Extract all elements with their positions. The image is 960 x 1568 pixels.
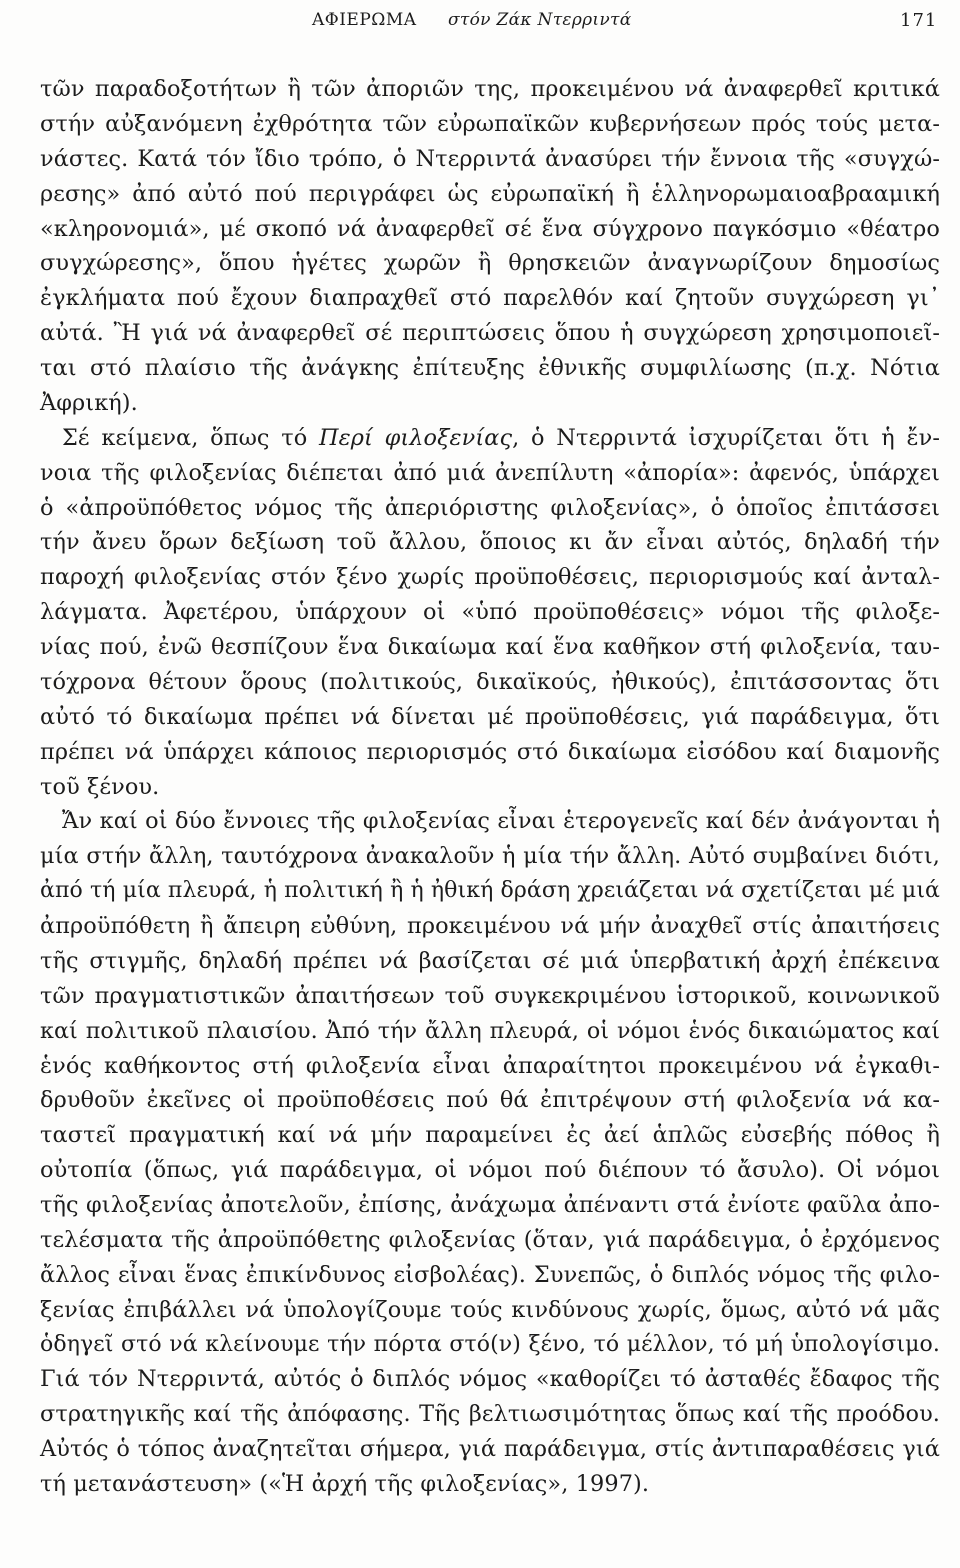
text-line: λάγματα. Ἀφετέρου, ὑπάρχουν οἱ «ὑπό προϋποθέσεις» νόμοι τῆς φιλοξε- <box>40 599 940 626</box>
text-line: ἀπροϋπόθετη ἢ ἄπειρη εὐθύνη, προκειμένου νά μήν ἀναχθεῖ στίς ἀπαιτήσεις <box>40 913 940 939</box>
text-line: νίας πού, ἐνῶ θεσπίζουν ἕνα δικαίωμα καί ἕνα καθῆκον στή φιλοξενία, ταυ- <box>40 634 940 660</box>
text-line: τήν ἄνευ ὅρων δεξίωση τοῦ ἄλλου, ὅποιος κι ἄν εἶναι αὐτός, δηλαδή τήν <box>40 529 940 556</box>
text-line: τῶν παραδοξοτήτων ἢ τῶν ἀποριῶν της, προκειμένου νά ἀναφερθεῖ κριτικά <box>40 76 940 102</box>
text-line: δρυθοῦν ἐκεῖνες οἱ προϋποθέσεις πού θά ἐπιτρέψουν στή φιλοξενία νά κα- <box>40 1087 940 1114</box>
text-line: αὐτά. Ἢ γιά νά ἀναφερθεῖ σέ περιπτώσεις ὅπου ἡ συγχώρεση χρησιμοποιεῖ- <box>40 320 940 347</box>
paragraph-start-line: Ἄν καί οἱ δύο ἔννοιες τῆς φιλοξενίας εἶναι ἑτερογενεῖς καί δέν ἀνάγονται ἡ <box>62 808 940 835</box>
text-line: ται στό πλαίσιο τῆς ἀνάγκης ἐπίτευξης ἐθνικῆς συμφιλίωσης (π.χ. Νότια <box>40 355 940 381</box>
text-line: αὐτό τό δικαίωμα πρέπει νά δίνεται μέ προϋποθέσεις, γιά παράδειγμα, ὅτι <box>40 703 940 730</box>
running-head <box>0 6 960 34</box>
text-line: ὁδηγεῖ στό νά κλείνουμε τήν πόρτα στό(ν) ξένο, τό μέλλον, τό μή ὑπολογίσιμο. <box>40 1331 940 1357</box>
paragraph-end-line: τή μετανάστευση» («Ἡ ἀρχή τῆς φιλοξενίας», 1997). <box>40 1471 650 1497</box>
text-line: οὐτοπία (ὅπως, γιά παράδειγμα, οἱ νόμοι πού διέπουν τό ἄσυλο). Οἱ νόμοι <box>40 1157 940 1184</box>
text-line: ἐγκλήματα πού ἔχουν διαπραχθεῖ στό παρελθόν καί ζητοῦν συγχώρεση γι᾽ <box>40 285 940 312</box>
text-line: συγχώρεσης», ὅπου ἡγέτες χωρῶν ἢ θρησκειῶν ἀναγνωρίζουν δημοσίως <box>40 250 940 277</box>
page-number: 171 <box>900 10 938 31</box>
text-line: Γιά τόν Ντερριντά, αὐτός ὁ διπλός νόμος «καθορίζει τό ἀσταθές ἔδαφος τῆς <box>40 1366 940 1393</box>
book-title: Περί φιλοξενίας <box>319 424 513 451</box>
paragraph-end-line: Ἀφρική). <box>40 389 138 416</box>
text-line: τῆς φιλοξενίας ἀποτελοῦν, ἐπίσης, ἀνάχωμα ἀπέναντι στά ἐνίοτε φαῦλα ἀπο- <box>40 1192 940 1218</box>
text-line: τῆς στιγμῆς, δηλαδή πρέπει νά βασίζεται σέ μιά ὑπερβατική ἀρχή ἐπέκεινα <box>40 947 940 974</box>
text-line: καί πολιτικοῦ πλαισίου. Ἀπό τήν ἄλλη πλευρά, οἱ νόμοι ἑνός δικαιώματος καί <box>40 1017 940 1044</box>
section-title: ΑΦΙΕΡΩΜΑ <box>312 10 417 30</box>
text-line: τόχρονα θέτουν ὅρους (πολιτικούς, δικαϊκούς, ἠθικούς), ἐπιτάσσοντας ὅτι <box>40 668 940 695</box>
text-line: παροχή φιλοξενίας στόν ξένο χωρίς προϋποθέσεις, περιορισμούς καί ἀνταλ- <box>40 564 940 591</box>
paragraph-end-line: τοῦ ξένου. <box>40 773 160 800</box>
text-line: στήν αὐξανόμενη ἐχθρότητα τῶν εὐρωπαϊκῶν κυβερνήσεων πρός τούς μετα- <box>40 110 940 137</box>
text-line: ἑνός καθήκοντος στή φιλοξενία εἶναι ἀπαραίτητοι προκειμένου νά ἐγκαθι- <box>40 1052 940 1079</box>
text-line: πρέπει νά ὑπάρχει κάποιος περιορισμός στό δικαίωμα εἰσόδου καί διαμονῆς <box>40 738 940 765</box>
body-text <box>40 72 940 1502</box>
text-line: νάστες. Κατά τόν ἴδιο τρόπο, ὁ Ντερριντά ἀνασύρει τήν ἔννοια τῆς «συγχώ- <box>40 145 940 172</box>
text-line: τῶν πραγματιστικῶν ἀπαιτήσεων τοῦ συγκεκριμένου ἱστορικοῦ, κοινωνικοῦ <box>40 982 940 1009</box>
text-line: ἀπό τή μία πλευρά, ἡ πολιτική ἢ ἡ ἠθική δράση χρειάζεται νά σχετίζεται μέ μιά <box>40 878 940 904</box>
text-line: μία στήν ἄλλη, ταυτόχρονα ἀνακαλοῦν ἡ μία τήν ἄλλη. Αὐτό συμβαίνει διότι, <box>40 843 940 870</box>
text-line: στρατηγικῆς καί τῆς ἀπόφασης. Τῆς βελτιωσιμότητας ὅπως καί τῆς προόδου. <box>40 1401 940 1428</box>
text-line: νοια τῆς φιλοξενίας διέπεται ἀπό μιά ἀνεπίλυτη «ἀπορία»: ἀφενός, ὑπάρχει <box>40 459 940 486</box>
text-line: ὁ «ἀπροϋπόθετος νόμος τῆς ἀπεριόριστης φιλοξενίας», ὁ ὁποῖος ἐπιτάσσει <box>40 494 940 521</box>
text-line: Αὐτός ὁ τόπος ἀναζητεῖται σήμερα, γιά παράδειγμα, στίς ἀντιπαραθέσεις γιά <box>40 1436 940 1463</box>
paragraph-start-line: Σέ κείμενα, ὅπως τό Περί φιλοξενίας, ὁ Ντερριντά ἰσχυρίζεται ὅτι ἡ ἔν- <box>62 424 940 451</box>
text-line: ξενίας ἐπιβάλλει νά ὑπολογίζουμε τούς κινδύνους χωρίς, ὅμως, αὐτό νά μᾶς <box>40 1296 940 1323</box>
text-line: «κληρονομιά», μέ σκοπό νά ἀναφερθεῖ σέ ἕνα σύγχρονο παγκόσμιο «θέατρο <box>40 215 940 242</box>
text-line: ἄλλος εἶναι ἕνας ἐπικίνδυνος εἰσβολέας). Συνεπῶς, ὁ διπλός νόμος τῆς φιλο- <box>40 1261 940 1288</box>
text-line: ταστεῖ πραγματική καί νά μήν παραμείνει ἐς ἀεί ἁπλῶς εὐσεβής πόθος ἢ <box>40 1122 940 1149</box>
text-line: ρεσης» ἀπό αὐτό πού περιγράφει ὡς εὐρωπαϊκή ἢ ἑλληνορωμαιοαβρααμική <box>40 180 940 207</box>
text-line: τελέσματα τῆς ἀπροϋπόθετης φιλοξενίας (ὅταν, γιά παράδειγμα, ὁ ἐρχόμενος <box>40 1226 940 1253</box>
section-subtitle: στόν Ζάκ Ντερριντά <box>448 10 632 30</box>
